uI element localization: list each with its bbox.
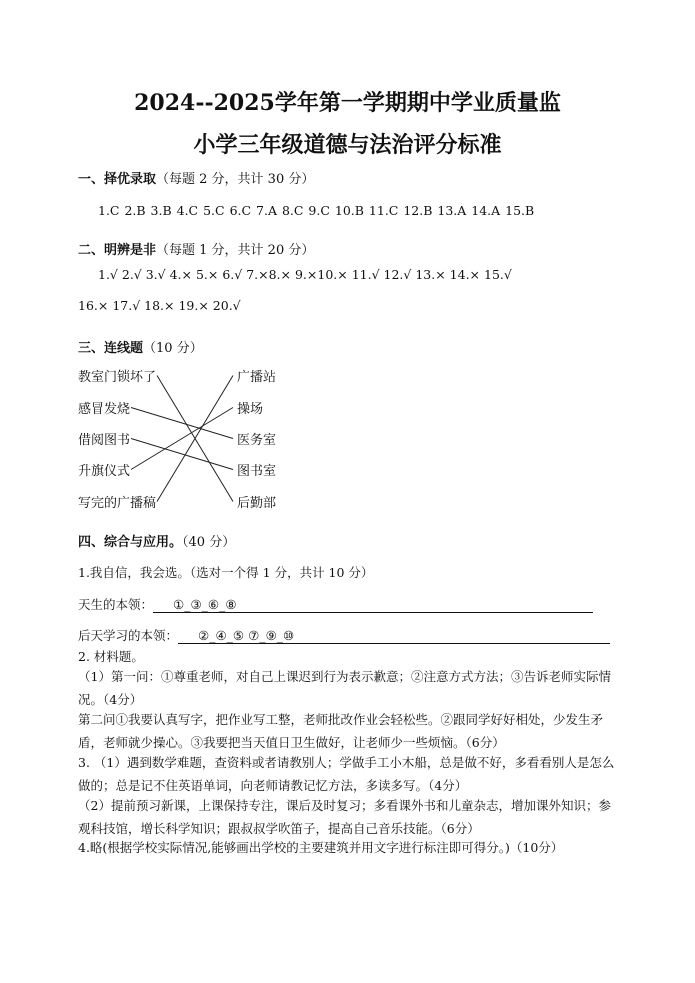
- q2-part1: （1）第一问：①尊重老师，对自己上课迟到行为表示歉意；②注意方式方法；③告诉老师实际情况。（4分）: [78, 669, 611, 707]
- match-left-item: 感冒发烧: [78, 402, 131, 417]
- match-left-item: 升旗仪式: [78, 464, 131, 479]
- section3-title: 三、连线题: [78, 341, 144, 356]
- q1-title: 1.我自信，我会选。（选对一个得 1 分，共计 10 分）: [78, 565, 374, 580]
- q1-line2-label: 后天学习的本领：: [78, 628, 179, 643]
- q4-text: 4.略(根据学校实际情况,能够画出学校的主要建筑并用文字进行标注即可得分。)（10分）: [78, 840, 564, 855]
- match-right-item: 后勤部: [237, 496, 277, 511]
- q1-line1-answer: ①_③_⑥_⑧: [153, 597, 593, 613]
- q1-line1-label: 天生的本领：: [78, 597, 154, 612]
- match-left-item: 写完的广播稿: [78, 496, 157, 511]
- section1-note: （每题 2 分，共计 30 分）: [156, 172, 315, 187]
- match-left-item: 教室门锁坏了: [78, 370, 157, 385]
- match-right-item: 图书室: [237, 464, 277, 479]
- q2-part2: 第二问①我要认真写字，把作业写工整，老师批改作业会轻松些。②跟同学好好相处，少发生矛盾，老师就少操心。③我要把当天值日卫生做好，让老师少一些烦恼。（6分）: [78, 712, 604, 750]
- q3-part2: （2）提前预习新课，上课保持专注，课后及时复习；多看课外书和儿童杂志，增加课外知识；参观科技馆，增长科学知识；跟叔叔学吹笛子，提高自己音乐技能。（6分）: [78, 798, 611, 836]
- q1-line2-answer: ②_④_⑤ ⑦_⑨_⑩: [178, 628, 610, 644]
- section4-note: （40 分）: [182, 535, 236, 550]
- section2-answers-line1: 1.√ 2.√ 3.√ 4.× 5.× 6.√ 7.×8.× 9.×10.× 11.√ 12.√ 13.× 14.× 15.√: [98, 267, 512, 282]
- section2-note: （每题 1 分，共计 20 分）: [156, 243, 315, 258]
- matching-line: [131, 439, 233, 470]
- section2-answers-line2: 16.× 17.√ 18.× 19.× 20.√: [78, 298, 241, 313]
- q3-part1: 3. （1）遇到数学难题，查资料或者请教别人；学做手工小木船，总是做不好，多看看别人是怎么做的；总是记不住英语单词，向老师请教记忆方法，多读多写。（4分）: [78, 755, 615, 793]
- match-left-item: 借阅图书: [78, 433, 131, 448]
- match-right-item: 操场: [237, 402, 264, 417]
- section4-title: 四、综合与应用。: [78, 535, 183, 550]
- section3-note: （10 分）: [143, 341, 203, 356]
- matching-line: [131, 408, 233, 439]
- page-subtitle: 小学三年级道德与法治评分标准: [193, 132, 502, 158]
- match-right-item: 医务室: [237, 433, 277, 448]
- section4-heading: [78, 531, 235, 550]
- match-right-item: 广播站: [237, 370, 277, 385]
- page-title: 2024--2025学年第一学期期中学业质量监: [134, 90, 561, 116]
- q1-line2: [78, 626, 610, 644]
- q1-line1: [78, 595, 593, 613]
- q2-title: 2. 材料题。: [78, 649, 144, 664]
- section1-title: 一、择优录取: [78, 172, 157, 187]
- section1-answers: 1.C 2.B 3.B 4.C 5.C 6.C 7.A 8.C 9.C 10.B 11.C 12.B 13.A 14.A 15.B: [98, 203, 535, 218]
- section2-title: 二、明辨是非: [78, 243, 157, 258]
